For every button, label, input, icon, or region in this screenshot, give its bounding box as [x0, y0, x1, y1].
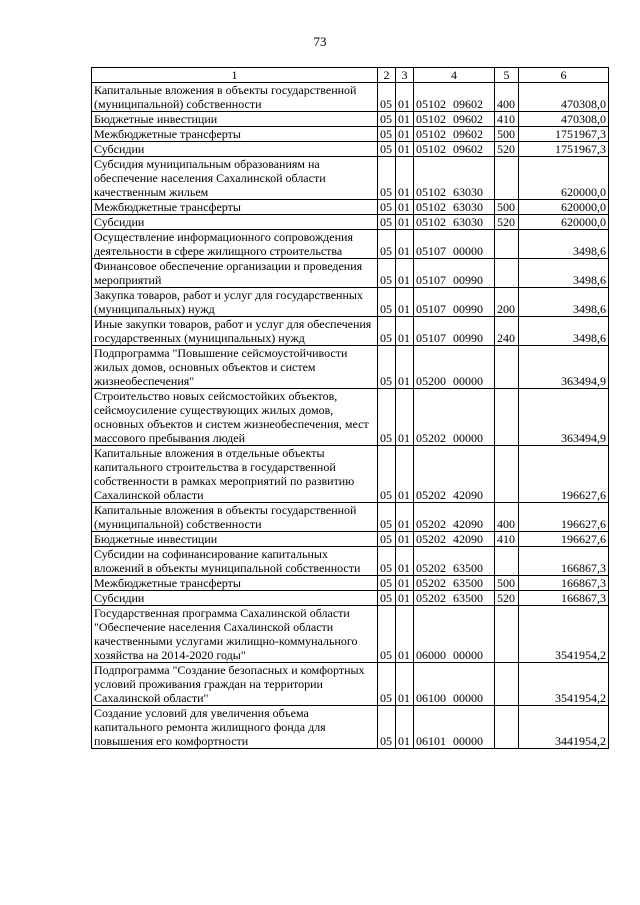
- row-expense-type-cell: [495, 606, 519, 663]
- table-row: [92, 317, 609, 346]
- row-expense-type-cell: 500: [495, 200, 519, 215]
- row-target-article-cell: 05202 63500: [414, 576, 495, 591]
- row-expense-type-cell: [495, 663, 519, 706]
- budget-table: [91, 67, 609, 749]
- row-subsection-cell: 01: [396, 83, 414, 112]
- row-amount-cell: 196627,6: [519, 446, 609, 503]
- table-row: [92, 83, 609, 112]
- row-target-article-cell: 05102 09602: [414, 142, 495, 157]
- row-amount-cell: 3541954,2: [519, 606, 609, 663]
- row-amount-cell: 470308,0: [519, 112, 609, 127]
- table-row: [92, 230, 609, 259]
- row-subsection-cell: 01: [396, 547, 414, 576]
- row-amount-cell: 620000,0: [519, 157, 609, 200]
- row-target-article-cell: 05102 09602: [414, 127, 495, 142]
- row-target-article-cell: 06101 00000: [414, 706, 495, 749]
- row-amount-cell: 620000,0: [519, 215, 609, 230]
- row-expense-type-cell: [495, 259, 519, 288]
- row-expense-type-cell: [495, 157, 519, 200]
- row-name-cell: Субсидии на софинансирование капитальных вложений в объекты муниципальной собственности: [92, 547, 378, 576]
- row-section-cell: 05: [378, 547, 396, 576]
- row-target-article-cell: 05102 63030: [414, 157, 495, 200]
- row-subsection-cell: 01: [396, 230, 414, 259]
- header-cell-target-article: 4: [414, 68, 495, 83]
- row-section-cell: 05: [378, 576, 396, 591]
- table-row: [92, 259, 609, 288]
- table-row: [92, 112, 609, 127]
- row-amount-cell: 166867,3: [519, 576, 609, 591]
- row-amount-cell: 1751967,3: [519, 142, 609, 157]
- row-expense-type-cell: [495, 389, 519, 446]
- row-amount-cell: 470308,0: [519, 83, 609, 112]
- row-name-cell: Подпрограмма "Создание безопасных и комфортных условий проживания граждан на территории Сахалинской области": [92, 663, 378, 706]
- row-section-cell: 05: [378, 288, 396, 317]
- row-subsection-cell: 01: [396, 112, 414, 127]
- row-target-article-cell: 05202 42090: [414, 446, 495, 503]
- row-amount-cell: 166867,3: [519, 547, 609, 576]
- row-name-cell: Субсидии: [92, 215, 378, 230]
- row-section-cell: 05: [378, 346, 396, 389]
- row-subsection-cell: 01: [396, 663, 414, 706]
- table-row: [92, 576, 609, 591]
- row-subsection-cell: 01: [396, 346, 414, 389]
- row-subsection-cell: 01: [396, 142, 414, 157]
- row-subsection-cell: 01: [396, 503, 414, 532]
- row-target-article-cell: 05107 00990: [414, 259, 495, 288]
- row-subsection-cell: 01: [396, 157, 414, 200]
- row-amount-cell: 196627,6: [519, 503, 609, 532]
- row-name-cell: Межбюджетные трансферты: [92, 200, 378, 215]
- row-section-cell: 05: [378, 142, 396, 157]
- row-name-cell: Финансовое обеспечение организации и проведения мероприятий: [92, 259, 378, 288]
- row-name-cell: Бюджетные инвестиции: [92, 112, 378, 127]
- table-row: [92, 663, 609, 706]
- row-amount-cell: 196627,6: [519, 532, 609, 547]
- row-subsection-cell: 01: [396, 606, 414, 663]
- row-target-article-cell: 05102 09602: [414, 83, 495, 112]
- row-target-article-cell: 05107 00990: [414, 288, 495, 317]
- row-subsection-cell: 01: [396, 259, 414, 288]
- row-section-cell: 05: [378, 317, 396, 346]
- row-name-cell: Осуществление информационного сопровождения деятельности в сфере жилищного строительства: [92, 230, 378, 259]
- row-subsection-cell: 01: [396, 288, 414, 317]
- row-section-cell: 05: [378, 591, 396, 606]
- row-name-cell: Субсидии: [92, 591, 378, 606]
- row-name-cell: Подпрограмма "Повышение сейсмоустойчивости жилых домов, основных объектов и систем жизнеобеспечения": [92, 346, 378, 389]
- row-target-article-cell: 05102 09602: [414, 112, 495, 127]
- row-subsection-cell: 01: [396, 576, 414, 591]
- row-subsection-cell: 01: [396, 532, 414, 547]
- row-expense-type-cell: [495, 230, 519, 259]
- header-cell-name: 1: [92, 68, 378, 83]
- header-cell-amount: 6: [519, 68, 609, 83]
- row-expense-type-cell: 410: [495, 532, 519, 547]
- row-expense-type-cell: [495, 547, 519, 576]
- row-expense-type-cell: 240: [495, 317, 519, 346]
- row-subsection-cell: 01: [396, 200, 414, 215]
- row-section-cell: 05: [378, 259, 396, 288]
- row-expense-type-cell: 520: [495, 215, 519, 230]
- row-section-cell: 05: [378, 389, 396, 446]
- row-expense-type-cell: 520: [495, 142, 519, 157]
- table-row: [92, 288, 609, 317]
- row-target-article-cell: 05107 00990: [414, 317, 495, 346]
- row-target-article-cell: 05102 63030: [414, 200, 495, 215]
- table-row: [92, 346, 609, 389]
- row-name-cell: Закупка товаров, работ и услуг для государственных (муниципальных) нужд: [92, 288, 378, 317]
- row-section-cell: 05: [378, 127, 396, 142]
- row-name-cell: Строительство новых сейсмостойких объектов, сейсмоусиление существующих жилых домов, основных объектов и систем жизнеобеспечения, мест массового пребывания людей: [92, 389, 378, 446]
- table-row: [92, 591, 609, 606]
- row-section-cell: 05: [378, 230, 396, 259]
- row-name-cell: Субсидии: [92, 142, 378, 157]
- row-name-cell: Государственная программа Сахалинской области "Обеспечение населения Сахалинской области качественными услугами жилищно-коммунального хозяйства на 2014-2020 годы": [92, 606, 378, 663]
- row-name-cell: Капитальные вложения в отдельные объекты капитального строительства в государственной собственности в рамках мероприятий по развитию Сахалинской области: [92, 446, 378, 503]
- row-expense-type-cell: 410: [495, 112, 519, 127]
- row-target-article-cell: 05202 42090: [414, 532, 495, 547]
- row-name-cell: Иные закупки товаров, работ и услуг для обеспечения государственных (муниципальных) нужд: [92, 317, 378, 346]
- row-name-cell: Межбюджетные трансферты: [92, 576, 378, 591]
- row-subsection-cell: 01: [396, 591, 414, 606]
- page-number: 73: [313, 34, 327, 49]
- table-row: [92, 706, 609, 749]
- row-expense-type-cell: 400: [495, 83, 519, 112]
- table-row: [92, 446, 609, 503]
- row-subsection-cell: 01: [396, 389, 414, 446]
- row-target-article-cell: 06000 00000: [414, 606, 495, 663]
- row-target-article-cell: 05102 63030: [414, 215, 495, 230]
- row-amount-cell: 363494,9: [519, 346, 609, 389]
- row-section-cell: 05: [378, 157, 396, 200]
- row-subsection-cell: 01: [396, 215, 414, 230]
- row-target-article-cell: 05202 42090: [414, 503, 495, 532]
- table-row: [92, 606, 609, 663]
- row-target-article-cell: 05202 63500: [414, 547, 495, 576]
- row-expense-type-cell: [495, 446, 519, 503]
- row-subsection-cell: 01: [396, 317, 414, 346]
- row-target-article-cell: 06100 00000: [414, 663, 495, 706]
- row-section-cell: 05: [378, 706, 396, 749]
- row-name-cell: Бюджетные инвестиции: [92, 532, 378, 547]
- row-amount-cell: 3498,6: [519, 259, 609, 288]
- row-section-cell: 05: [378, 446, 396, 503]
- row-expense-type-cell: [495, 346, 519, 389]
- header-cell-expense-type: 5: [495, 68, 519, 83]
- row-amount-cell: 3498,6: [519, 288, 609, 317]
- table-row: [92, 157, 609, 200]
- row-name-cell: Капитальные вложения в объекты государственной (муниципальной) собственности: [92, 503, 378, 532]
- row-expense-type-cell: 520: [495, 591, 519, 606]
- row-expense-type-cell: 500: [495, 576, 519, 591]
- row-amount-cell: 166867,3: [519, 591, 609, 606]
- row-target-article-cell: 05107 00000: [414, 230, 495, 259]
- row-target-article-cell: 05202 63500: [414, 591, 495, 606]
- row-subsection-cell: 01: [396, 446, 414, 503]
- row-name-cell: Субсидия муниципальным образованиям на обеспечение населения Сахалинской области качественным жильем: [92, 157, 378, 200]
- row-section-cell: 05: [378, 663, 396, 706]
- table-row: [92, 532, 609, 547]
- row-amount-cell: 363494,9: [519, 389, 609, 446]
- row-name-cell: Создание условий для увеличения объема капитального ремонта жилищного фонда для повышения его комфортности: [92, 706, 378, 749]
- row-amount-cell: 3441954,2: [519, 706, 609, 749]
- row-section-cell: 05: [378, 215, 396, 230]
- row-name-cell: Межбюджетные трансферты: [92, 127, 378, 142]
- row-amount-cell: 3498,6: [519, 230, 609, 259]
- table-row: [92, 127, 609, 142]
- table-row: [92, 503, 609, 532]
- table-row: [92, 200, 609, 215]
- row-expense-type-cell: 500: [495, 127, 519, 142]
- row-target-article-cell: 05202 00000: [414, 389, 495, 446]
- row-section-cell: 05: [378, 532, 396, 547]
- row-expense-type-cell: 200: [495, 288, 519, 317]
- row-name-cell: Капитальные вложения в объекты государственной (муниципальной) собственности: [92, 83, 378, 112]
- row-expense-type-cell: 400: [495, 503, 519, 532]
- header-cell-section: 2: [378, 68, 396, 83]
- row-amount-cell: 1751967,3: [519, 127, 609, 142]
- header-cell-subsection: 3: [396, 68, 414, 83]
- row-section-cell: 05: [378, 606, 396, 663]
- row-section-cell: 05: [378, 200, 396, 215]
- row-section-cell: 05: [378, 112, 396, 127]
- table-row: [92, 215, 609, 230]
- row-amount-cell: 3498,6: [519, 317, 609, 346]
- row-amount-cell: 3541954,2: [519, 663, 609, 706]
- row-expense-type-cell: [495, 706, 519, 749]
- row-section-cell: 05: [378, 83, 396, 112]
- header-row: [92, 68, 609, 83]
- row-target-article-cell: 05200 00000: [414, 346, 495, 389]
- row-subsection-cell: 01: [396, 127, 414, 142]
- row-subsection-cell: 01: [396, 706, 414, 749]
- table-row: [92, 389, 609, 446]
- row-section-cell: 05: [378, 503, 396, 532]
- table-row: [92, 547, 609, 576]
- table-body: [92, 83, 609, 749]
- table-row: [92, 142, 609, 157]
- row-amount-cell: 620000,0: [519, 200, 609, 215]
